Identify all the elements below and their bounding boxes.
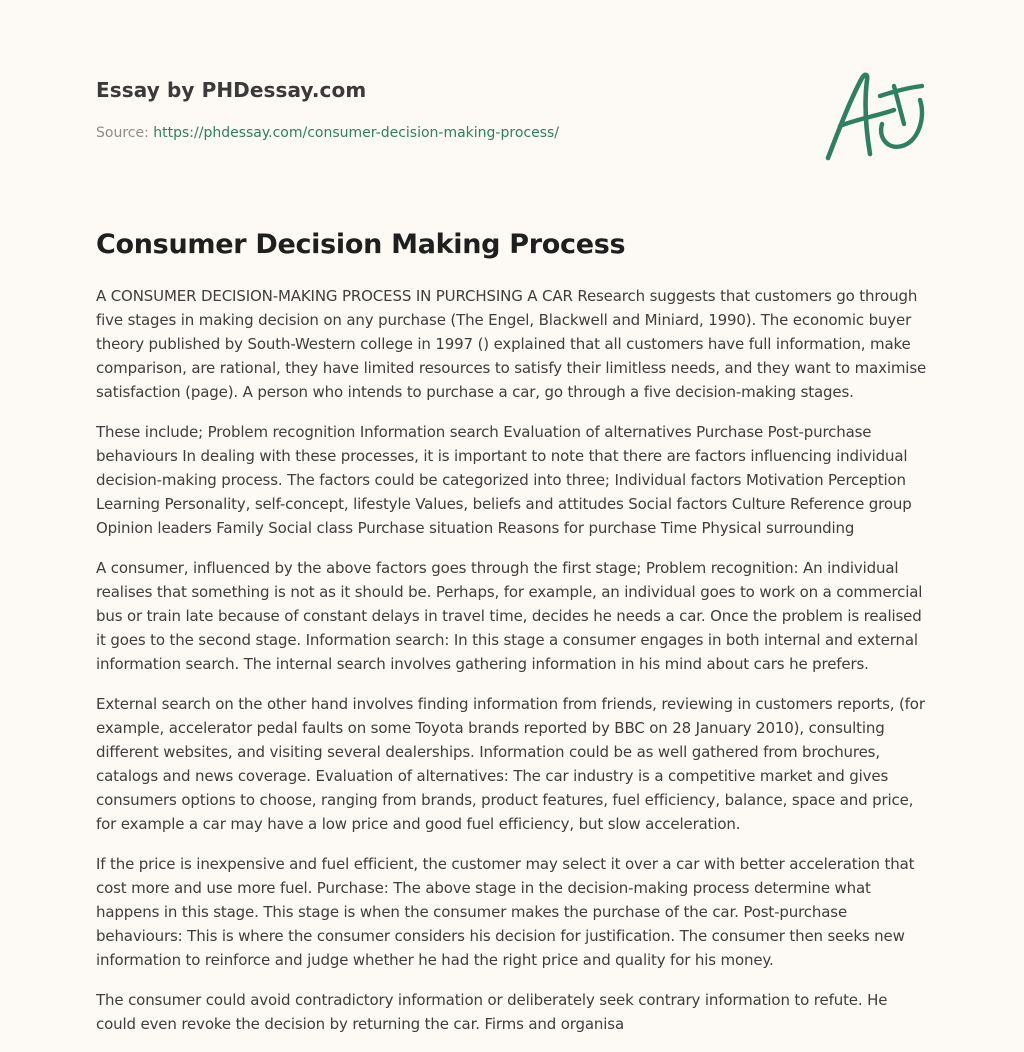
source-link[interactable]: https://phdessay.com/consumer-decision-making-process/ bbox=[153, 125, 559, 141]
brand-title: Essay by PHDessay.com bbox=[96, 78, 367, 102]
essay-header bbox=[96, 76, 796, 142]
source-label: Source: bbox=[96, 125, 149, 141]
essay-paragraph: A consumer, influenced by the above factors goes through the first stage; Problem recognition: An individual realises that something is not as it should be. Perhaps, for example, an individual goes to work on a commercial bus or train late because of constant delays in travel time, decides he needs a car. Once the problem is realised it goes to the second stage. Information search: In this stage a consumer engages in both internal and external information search. The internal search involves gathering information in his mind about cars he prefers. bbox=[96, 559, 923, 673]
essay-paragraph: If the price is inexpensive and fuel efficient, the customer may select it over a car with better acceleration that cost more and use more fuel. Purchase: The above stage in the decision-making process determine what happens in this stage. This stage is when the consumer makes the purchase of the car. Post-purchase behaviours: This is where the consumer considers his decision for justification. The consumer then seeks new information to reinforce and judge whether he had the right price and quality for his money. bbox=[96, 855, 915, 969]
essay-paragraph: External search on the other hand involves finding information from friends, reviewing in customers reports, (for example, accelerator pedal faults on some Toyota brands reported by BBC on 28 January 2010), consulting different websites, and visiting several dealerships. Information could be as well gathered from brochures, catalogs and news coverage. Evaluation of alternatives: The car industry is a competitive market and gives consumers options to choose, ranging from brands, product features, fuel efficiency, balance, space and price, for example a car may have a low price and good fuel efficiency, but slow acceleration. bbox=[96, 695, 925, 833]
source-line bbox=[96, 124, 796, 142]
essay-body bbox=[96, 284, 930, 1052]
essay-paragraph: The consumer could avoid contradictory information or deliberately seek contrary information to refute. He could even revoke the decision by returning the car. Firms and organisa bbox=[96, 991, 888, 1033]
essay-paragraph: These include; Problem recognition Information search Evaluation of alternatives Purchase Post-purchase behaviours In dealing with these processes, it is important to note that there are factors influencing individual decision-making process. The factors could be categorized into three; Individual factors Motivation Perception Learning Personality, self-concept, lifestyle Values, beliefs and attitudes Social factors Culture Reference group Opinion leaders Family Social class Purchase situation Reasons for purchase Time Physical surrounding bbox=[96, 423, 912, 537]
page-title: Consumer Decision Making Process bbox=[96, 229, 626, 260]
essay-paragraph: A CONSUMER DECISION-MAKING PROCESS IN PURCHSING A CAR Research suggests that customers go through five stages in making decision on any purchase (The Engel, Blackwell and Miniard, 1990). The economic buyer theory published by South-Western college in 1997 () explained that all customers have full information, make comparison, are rational, they have limited resources to satisfy their limitless needs, and they want to maximise satisfaction (page). A person who intends to purchase a car, go through a five decision-making stages. bbox=[96, 287, 927, 401]
a-plus-logo-icon bbox=[820, 66, 930, 166]
